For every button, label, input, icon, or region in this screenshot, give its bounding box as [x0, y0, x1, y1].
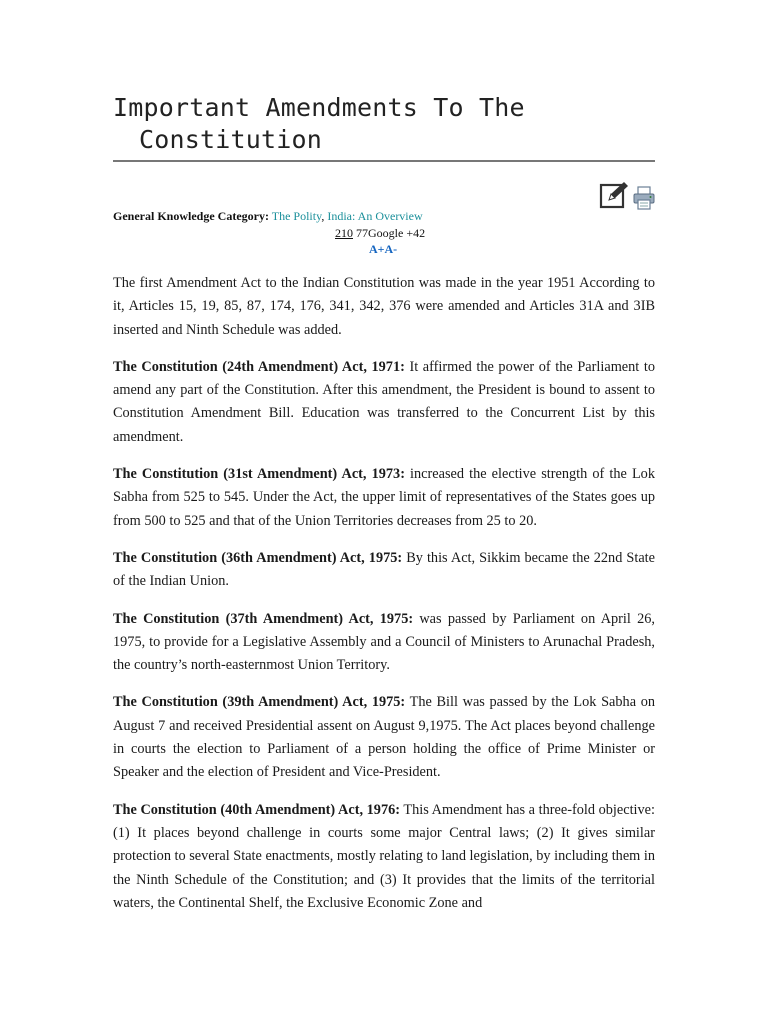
paragraph-heading: The Constitution (40th Amendment) Act, 1976:: [113, 801, 401, 818]
paragraph: [113, 356, 655, 449]
title-line-2: Constitution: [139, 125, 323, 154]
page-title: [113, 92, 655, 156]
paragraph: [113, 799, 655, 915]
category-separator: ,: [321, 209, 325, 223]
paragraph-heading: The Constitution (24th Amendment) Act, 1971:: [113, 358, 405, 375]
paragraph-text: It affirmed the power of the Parliament to amend any part of the Constitution. After this amendment, the President is bound to assent to Constitution Amendment Bill. Education was transferred to the Concurrent List by this amendment.: [113, 358, 655, 445]
paragraph: [113, 463, 655, 533]
font-size-controls: [369, 242, 397, 257]
paragraph: [113, 547, 655, 594]
category-link-polity[interactable]: The Polity: [271, 209, 322, 223]
paragraph-text: The first Amendment Act to the Indian Constitution was made in the year 1951 According to it, Articles 15, 19, 85, 87, 174, 176, 341, 342, 376 were amended and Articles 31A and 3IB inserted and Ninth Schedule was added.: [113, 275, 655, 338]
paragraph: [113, 608, 655, 678]
font-increase-button[interactable]: A+: [369, 242, 385, 256]
paragraph-text: The Bill was passed by the Lok Sabha on August 7 and received Presidential assent on August 9,1975. The Act places beyond challenge in courts the election to Parliament of a person holding the office of Prime Minister or Speaker and the election of President and Vice-President.: [113, 694, 656, 781]
paragraph-heading: The Constitution (31st Amendment) Act, 1973:: [113, 466, 405, 483]
paragraph: [113, 691, 655, 784]
paragraph-heading: The Constitution (39th Amendment) Act, 1975:: [113, 694, 406, 711]
paragraph-heading: The Constitution (37th Amendment) Act, 1975:: [113, 610, 414, 627]
title-line-1: Important Amendments To The: [113, 93, 525, 122]
category-line: [113, 209, 655, 224]
font-decrease-button[interactable]: A-: [384, 242, 398, 256]
category-link-india-overview[interactable]: India: An Overview: [327, 209, 423, 223]
paragraph-text: increased the elective strength of the Lok Sabha from 525 to 545. Under the Act, the upper limit of representatives of the States goes up from 500 to 525 and that of the Union Territories decreases from 25 to 20.: [113, 466, 655, 529]
paragraph-text: By this Act, Sikkim became the 22nd State of the Indian Union.: [113, 549, 655, 590]
category-label: General Knowledge Category:: [113, 209, 269, 223]
share-count-1[interactable]: 210: [335, 226, 353, 240]
title-divider: [113, 160, 655, 162]
paragraph: [113, 272, 655, 342]
article-body: [113, 272, 655, 929]
share-counts: [335, 226, 425, 241]
paragraph-text: This Amendment has a three-fold objective: (1) It places beyond challenge in courts some major Central laws; (2) It gives similar protection to several State enactments, mostly relating to land legislation, by including them in the Ninth Schedule of the Constitution; and (3) It provides that the limits of the territorial waters, the Continental Shelf, the Exclusive Economic Zone and: [113, 801, 656, 911]
paragraph-text: was passed by Parliament on April 26, 1975, to provide for a Legislative Assembly and a Council of Ministers to Arunachal Pradesh, the country’s north-easternmost Union Territory.: [113, 610, 655, 674]
share-count-2[interactable]: 77Google +42: [356, 226, 426, 240]
document-page: [113, 92, 656, 911]
paragraph-heading: The Constitution (36th Amendment) Act, 1975:: [113, 549, 403, 566]
